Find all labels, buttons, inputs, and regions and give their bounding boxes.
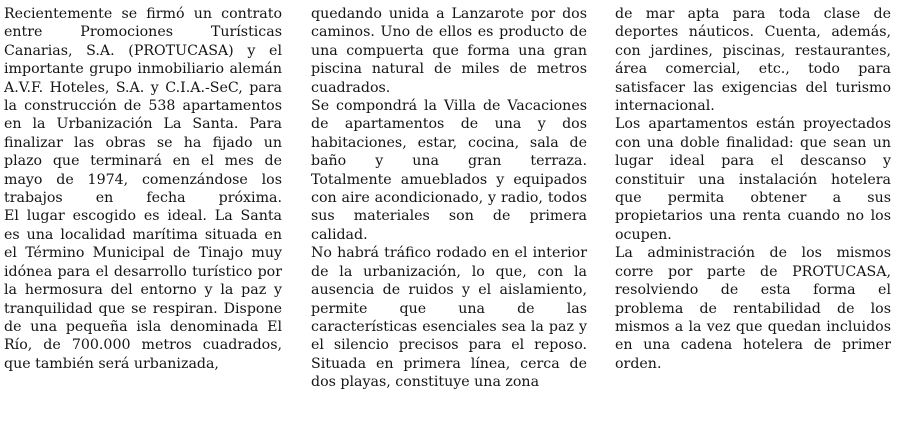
article-paragraph: Se compondrá la Villa de Vacaciones de apartamentos de una y dos habitaciones, estar, cocina, sala de baño y una gran terraza. <box>311 98 587 170</box>
article-paragraph: La administración de los mismos corre por parte de PROTUCASA, resolviendo de esta forma el problema de rentabilidad de los mismos a la vez que quedan incluidos en una cadena hotelera de primer orden. <box>615 245 891 372</box>
article-column-2 <box>311 5 587 392</box>
article-column-1 <box>4 5 282 373</box>
article-paragraph: Totalmente amueblados y equipados con aire acondicionado, y radio, todos sus materiales son de primera calidad. <box>311 171 587 243</box>
article-paragraph: de mar apta para toda clase de deportes náuticos. Cuenta, además, con jardines, piscinas, restaurantes, área comercial, etc., todo para satisfacer las exigencias del turismo internacional. <box>615 6 891 115</box>
article-paragraph: Recientemente se firmó un contrato entre Promociones Turísticas Canarias, S.A. (PROTUCASA) y el importante grupo inmobiliario alemán A.V.F. Hoteles, S.A. y C.I.A.-SeC, para la construcción de 538 apartamentos en la Urbanización La Santa. Para finalizar las obras se ha fijado un plazo que terminará en el mes de mayo de 1974, comenzándose los trabajos en fecha próxima. <box>4 6 282 207</box>
article-paragraph: quedando unida a Lanzarote por dos caminos. Uno de ellos es producto de una compuerta que forma una gran piscina natural de miles de metros cuadrados. <box>311 6 587 96</box>
article-paragraph: El lugar escogido es ideal. La Santa es una localidad marítima situada en el Término Municipal de Tinajo muy idónea para el desarrollo turístico por la hermosura del entorno y la paz y tranquilidad que se respiran. Dispone de una pequeña isla denominada El Río, de 700.000 metros cuadrados, que también será urbanizada, <box>4 208 282 372</box>
article-paragraph: No habrá tráfico rodado en el interior de la urbanización, lo que, con la ausencia de ruidos y el aislamiento, permite que una de las características esenciales sea la paz y el silencio precisos para el reposo. <box>311 245 587 354</box>
article-paragraph: Los apartamentos están proyectados con una doble finalidad: que sean un lugar ideal para el descanso y constituir una instalación hotelera que permita obtener a sus propietarios una renta cuando no los ocupen. <box>615 116 891 243</box>
article-column-3 <box>615 5 891 373</box>
article-paragraph: Situada en primera línea, cerca de dos playas, constituye una zona <box>311 355 587 391</box>
